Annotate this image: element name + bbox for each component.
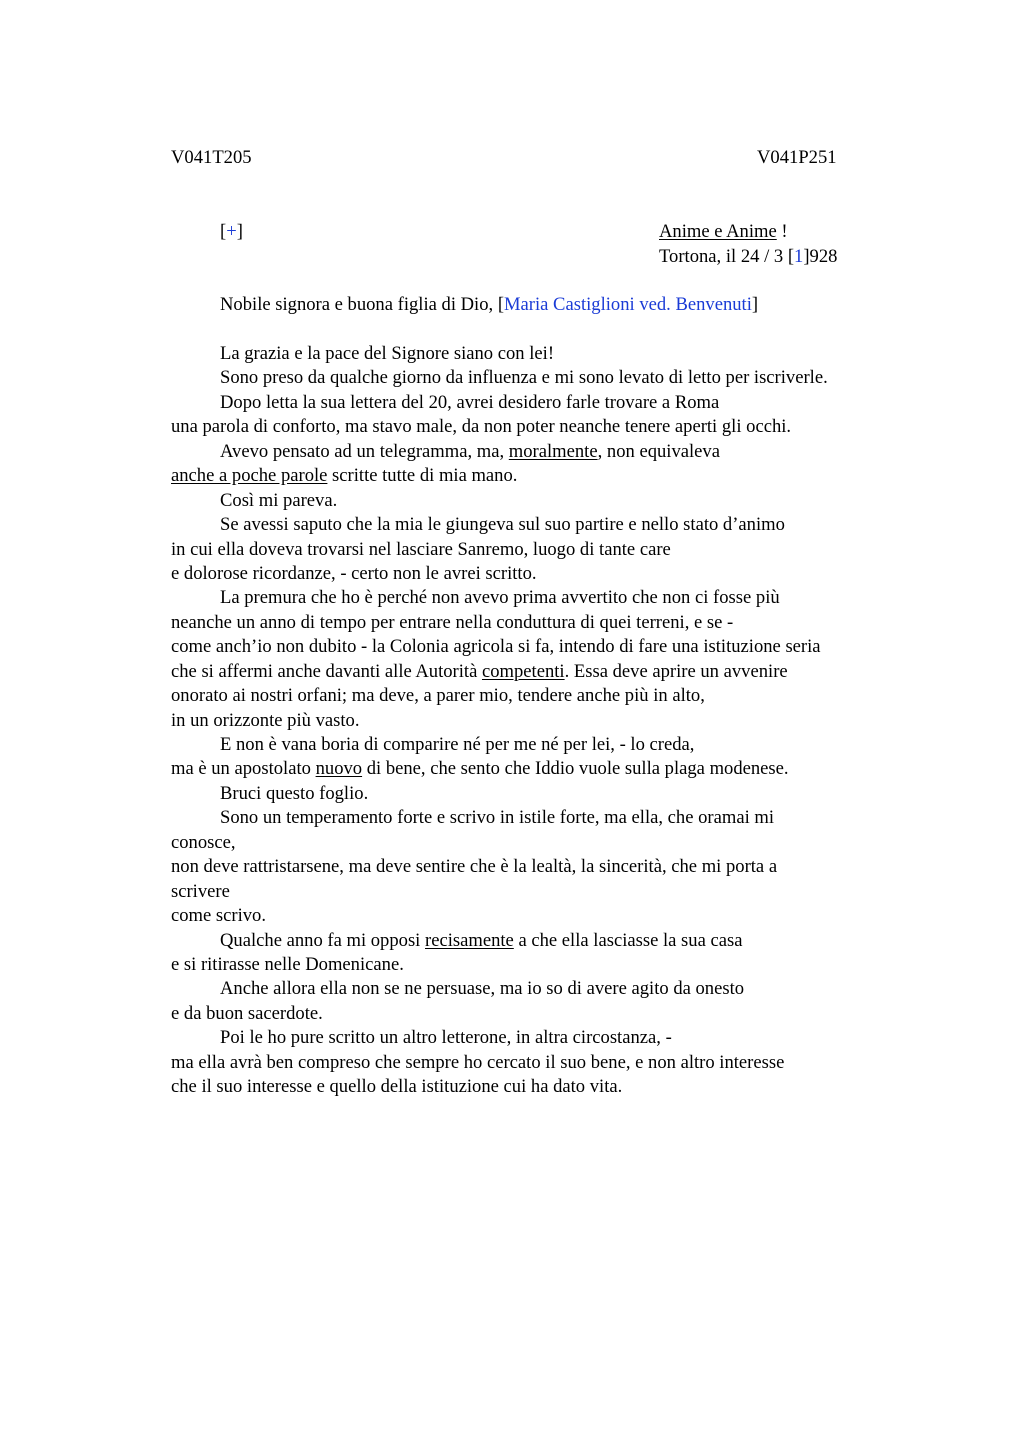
body-text-segment: . Essa deve aprire un avvenire <box>564 660 788 682</box>
letter-heading <box>659 220 837 269</box>
body-line: che il suo interesse e quello della istituzione cui ha dato vita. <box>171 1076 623 1098</box>
body-line: Bruci questo foglio. <box>220 782 369 804</box>
body-line: Anche allora ella non se ne persuase, ma io so di avere agito da onesto <box>220 978 745 1000</box>
body-line: Se avessi saputo che la mia le giungeva sul suo partire e nello stato d’animo <box>220 514 785 536</box>
year-correction-link[interactable]: 1 <box>794 245 804 267</box>
salutation <box>220 293 758 317</box>
underlined-word: competenti <box>481 660 565 682</box>
letter-title: Anime e Anime <box>659 221 777 242</box>
body-text-segment: scritte tutte di mia mano. <box>327 465 518 487</box>
body-line: Sono preso da qualche giorno da influenza e mi sono levato di letto per iscriverle. <box>220 367 828 389</box>
body-text-segment: Qualche anno fa mi opposi <box>220 929 425 951</box>
letter-title-suffix: ! <box>776 221 788 242</box>
underlined-word: recisamente <box>425 929 514 951</box>
body-line: come anch’io non dubito - la Colonia agricola si fa, intendo di fare una istituzione seria <box>171 636 821 658</box>
body-line: neanche un anno di tempo per entrare nella conduttura di quei terreni, e se - <box>171 611 734 633</box>
body-line: Poi le ho pure scritto un altro letterone, in altra circostanza, - <box>220 1027 672 1049</box>
body-line: Così mi pareva. <box>220 489 338 511</box>
body-line: come scrivo. <box>171 905 267 927</box>
place-date-line <box>659 245 837 270</box>
underlined-word: nuovo <box>315 758 363 780</box>
body-line: ma ella avrà ben compreso che sempre ho cercato il suo bene, e non altro interesse <box>171 1051 785 1073</box>
bracket-close: ] <box>236 221 243 242</box>
body-line: E non è vana boria di comparire né per me né per lei, - lo creda, <box>220 734 695 755</box>
body-text-segment: ma è un apostolato <box>171 758 316 780</box>
letter-title-line <box>659 220 837 245</box>
editorial-plus-mark <box>220 220 243 244</box>
body-text-segment: di bene, che sento che Iddio vuole sulla plaga modenese. <box>362 758 789 780</box>
body-line: Dopo letta la sua lettera del 20, avrei desidero farle trovare a Roma <box>220 391 720 413</box>
body-line: Sono un temperamento forte e scrivo in istile forte, ma ella, che oramai mi <box>220 807 775 829</box>
letter-body <box>171 342 911 1100</box>
body-line: non deve rattristarsene, ma deve sentire che è la lealtà, la sincerità, che mi porta a <box>171 856 778 878</box>
body-line <box>171 464 911 488</box>
body-line: conosce, <box>171 831 236 853</box>
body-line: scrivere <box>171 880 230 902</box>
body-text-segment: a che ella lasciasse la sua casa <box>513 929 743 951</box>
body-line <box>171 757 911 781</box>
reference-code-left: V041T205 <box>171 147 252 168</box>
place-date-prefix: Tortona, il 24 / 3 [ <box>659 245 795 267</box>
plus-link[interactable]: + <box>226 221 237 242</box>
body-line: La grazia e la pace del Signore siano con lei! <box>220 343 555 364</box>
body-text-segment: che si affermi anche davanti alle Autorità <box>171 660 482 682</box>
bracket-open: [ <box>220 221 227 242</box>
body-line: e si ritirasse nelle Domenicane. <box>171 953 404 975</box>
place-date-suffix: ]928 <box>803 245 838 267</box>
body-line <box>171 929 911 953</box>
body-line <box>171 660 911 684</box>
salutation-text: Nobile signora e buona figlia di Dio, [ <box>220 294 505 315</box>
body-line: e dolorose ricordanze, - certo non le avrei scritto. <box>171 562 537 584</box>
body-line: in cui ella doveva trovarsi nel lasciare Sanremo, luogo di tante care <box>171 538 671 560</box>
reference-code-right: V041P251 <box>757 147 837 168</box>
body-line: una parola di conforto, ma stavo male, da non poter neanche tenere aperti gli occhi. <box>171 416 792 438</box>
body-line: e da buon sacerdote. <box>171 1002 323 1024</box>
body-line: in un orizzonte più vasto. <box>171 709 360 731</box>
body-line <box>171 440 911 464</box>
salutation-close: ] <box>751 294 759 315</box>
underlined-word: moralmente <box>508 440 598 462</box>
body-line: La premura che ho è perché non avevo prima avvertito che non ci fosse più <box>220 587 780 609</box>
body-line: onorato ai nostri orfani; ma deve, a parer mio, tendere anche più in alto, <box>171 685 705 707</box>
body-text-segment: , non equivaleva <box>597 440 720 462</box>
body-text-segment: Avevo pensato ad un telegramma, ma, <box>220 440 509 462</box>
recipient-link[interactable]: Maria Castiglioni ved. Benvenuti <box>504 294 752 315</box>
underlined-phrase: anche a poche parole <box>171 465 328 487</box>
